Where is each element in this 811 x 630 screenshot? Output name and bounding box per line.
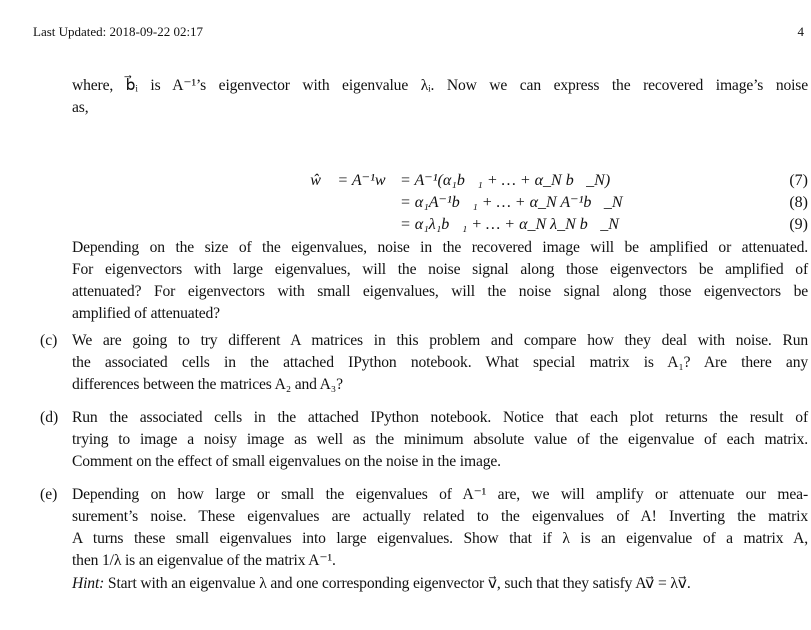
- hint-label: Hint:: [72, 575, 105, 592]
- equation-7-rhs: = A⁻¹(α₁b⃗₁ + … + α_N b⃗_N): [400, 172, 611, 189]
- paragraph-line: Depending on the size of the eigenvalues, noise in the recovered image will be amplified or attenuated.: [72, 239, 808, 256]
- item-label-d: (d): [40, 409, 59, 426]
- page-number: 4: [797, 24, 804, 39]
- item-e-hint: [72, 574, 808, 594]
- paragraph-line: attenuated? For eigenvectors with small eigenvalues, will the noise signal along those eigenvectors be: [72, 283, 808, 300]
- hint-text: Start with an eigenvalue λ and one corresponding eigenvector v⃗, such that they satisfy Av⃗ = λv⃗.: [104, 575, 691, 592]
- item-e-line: A turns these small eigenvalues into large eigenvalues. Show that if λ is an eigenvalue of a matrix A,: [72, 530, 808, 547]
- item-label-e: (e): [40, 486, 58, 503]
- header-timestamp: Last Updated: 2018-09-22 02:17: [33, 24, 204, 39]
- item-c-line: We are going to try different A matrices in this problem and compare how they deal with noise. Run: [72, 332, 808, 349]
- equation-number: (7): [789, 172, 808, 189]
- paragraph-line: amplified of attenuated?: [72, 305, 220, 322]
- item-d-line: Comment on the effect of small eigenvalues on the noise in the image.: [72, 453, 501, 470]
- intro-line: as,: [72, 99, 89, 116]
- item-d-line: trying to image a noisy image as well as the minimum absolute value of the eigenvalue of each matrix.: [72, 431, 808, 448]
- item-c-line: the associated cells in the attached IPython notebook. What special matrix is A₁? Are there any: [72, 354, 808, 371]
- item-label-c: (c): [40, 332, 58, 349]
- paragraph-line: For eigenvectors with large eigenvalues, will the noise signal along those eigenvectors be amplified of: [72, 261, 808, 278]
- equation-number: (9): [789, 216, 808, 233]
- equation-9-rhs: = α₁λ₁b⃗₁ + … + α_N λ_N b⃗_N: [400, 216, 619, 233]
- equation-number: (8): [789, 194, 808, 211]
- item-e-line: surement’s noise. These eigenvalues are actually related to the eigenvalues of A! Inverting the matrix: [72, 508, 808, 525]
- intro-line: where, b⃗ᵢ is A⁻¹’s eigenvector with eigenvalue λᵢ. Now we can express the recovered image’s noise: [72, 77, 808, 94]
- item-c-line: differences between the matrices A₂ and A₃?: [72, 376, 343, 393]
- item-d-line: Run the associated cells in the attached IPython notebook. Notice that each plot returns the result of: [72, 409, 808, 426]
- item-e-line: Depending on how large or small the eigenvalues of A⁻¹ are, we will amplify or attenuate our mea-: [72, 486, 808, 503]
- item-e-line: then 1/λ is an eigenvalue of the matrix A⁻¹.: [72, 552, 336, 569]
- equation-8-rhs: = α₁A⁻¹b⃗₁ + … + α_N A⁻¹b⃗_N: [400, 194, 623, 211]
- equation-7-lhs: ŵ⃗ = A⁻¹w⃗: [310, 172, 398, 189]
